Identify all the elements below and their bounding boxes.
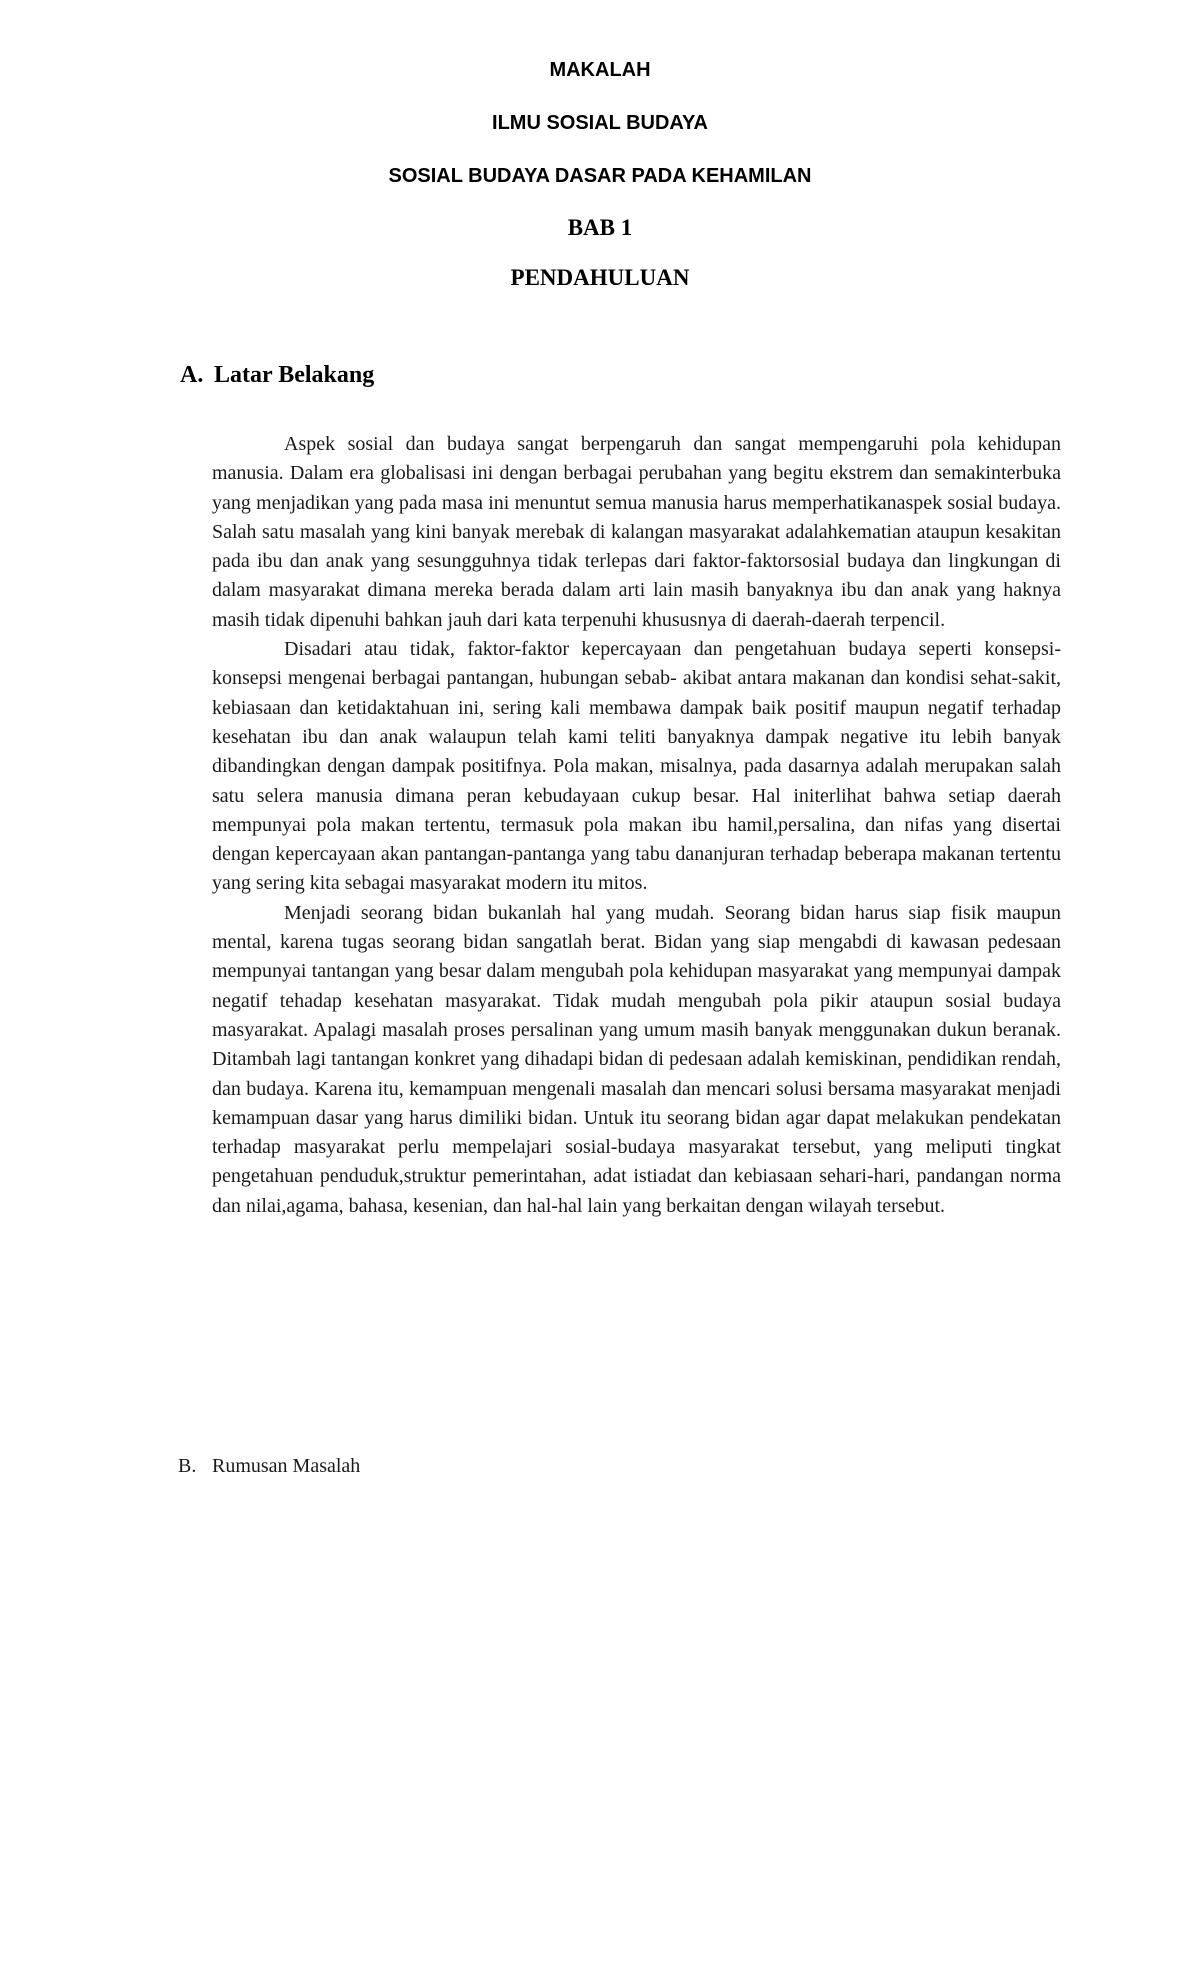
section-b-title: Rumusan Masalah xyxy=(212,1455,361,1477)
paragraph-3: Menjadi seorang bidan bukanlah hal yang mudah. Seorang bidan harus siap fisik maupun mental, karena tugas seorang bidan sangatlah berat. Bidan yang siap mengabdi di kawasan pedesaan mempunyai tantangan yang besar dalam mengubah pola kehidupan masyarakat yang mempunyai dampak negatif tehadap kesehatan masyarakat. Tidak mudah mengubah pola pikir ataupun sosial budaya masyarakat. Apalagi masalah proses persalinan yang umum masih banyak menggunakan dukun beranak. Ditambah lagi tantangan konkret yang dihadapi bidan di pedesaan adalah kemiskinan, pendidikan rendah, dan budaya. Karena itu, kemampuan mengenali masalah dan mencari solusi bersama masyarakat menjadi kemampuan dasar yang harus dimiliki bidan. Untuk itu seorang bidan agar dapat melakukan pendekatan terhadap masyarakat perlu mempelajari sosial-budaya masyarakat tersebut, yang meliputi tingkat pengetahuan penduduk,struktur pemerintahan, adat istiadat dan kebiasaan sehari-hari, pandangan norma dan nilai,agama, bahasa, kesenian, dan hal-hal lain yang berkaitan dengan wilayah tersebut. xyxy=(212,901,1061,1217)
section-a-body xyxy=(212,430,1061,1221)
section-a-title: Latar Belakang xyxy=(214,362,375,388)
section-a-number: A. xyxy=(180,362,204,388)
chapter-title: PENDAHULUAN xyxy=(510,265,690,290)
course-name: ILMU SOSIAL BUDAYA xyxy=(492,112,708,134)
section-b-heading xyxy=(178,1455,360,1478)
section-a-heading xyxy=(180,362,374,389)
section-b-number: B. xyxy=(178,1455,197,1477)
chapter-number: BAB 1 xyxy=(567,215,633,240)
paragraph-2: Disadari atau tidak, faktor-faktor kepercayaan dan pengetahuan budaya seperti konsepsi-konsepsi mengenai berbagai pantangan, hubungan sebab- akibat antara makanan dan kondisi sehat-sakit, kebiasaan dan ketidaktahuan ini, sering kali membawa dampak baik positif maupun negatif terhadap kesehatan ibu dan anak walaupun telah kami teliti banyaknya dampak negative itu lebih banyak dibandingkan dengan dampak positifnya. Pola makan, misalnya, pada dasarnya adalah merupakan salah satu selera manusia dimana peran kebudayaan cukup besar. Hal initerlihat bahwa setiap daerah mempunyai pola makan tertentu, termasuk pola makan ibu hamil,persalina, dan nifas yang disertai dengan kepercayaan akan pantangan-pantanga yang tabu dananjuran terhadap beberapa makanan tertentu yang sering kita sebagai masyarakat modern itu mitos. xyxy=(212,638,1061,895)
document-topic: SOSIAL BUDAYA DASAR PADA KEHAMILAN xyxy=(388,165,812,187)
paragraph-1: Aspek sosial dan budaya sangat berpengaruh dan sangat mempengaruhi pola kehidupan manusia. Dalam era globalisasi ini dengan berbagai perubahan yang begitu ekstrem dan semakinterbuka yang menjadikan yang pada masa ini menuntut semua manusia harus memperhatikanaspek sosial budaya. Salah satu masalah yang kini banyak merebak di kalangan masyarakat adalahkematian ataupun kesakitan pada ibu dan anak yang sesungguhnya tidak terlepas dari faktor-faktorsosial budaya dan lingkungan di dalam masyarakat dimana mereka berada dalam arti lain masih banyaknya ibu dan anak yang haknya masih tidak dipenuhi bahkan jauh dari kata terpenuhi khususnya di daerah-daerah terpencil. xyxy=(212,433,1061,631)
document-title: MAKALAH xyxy=(549,59,651,81)
